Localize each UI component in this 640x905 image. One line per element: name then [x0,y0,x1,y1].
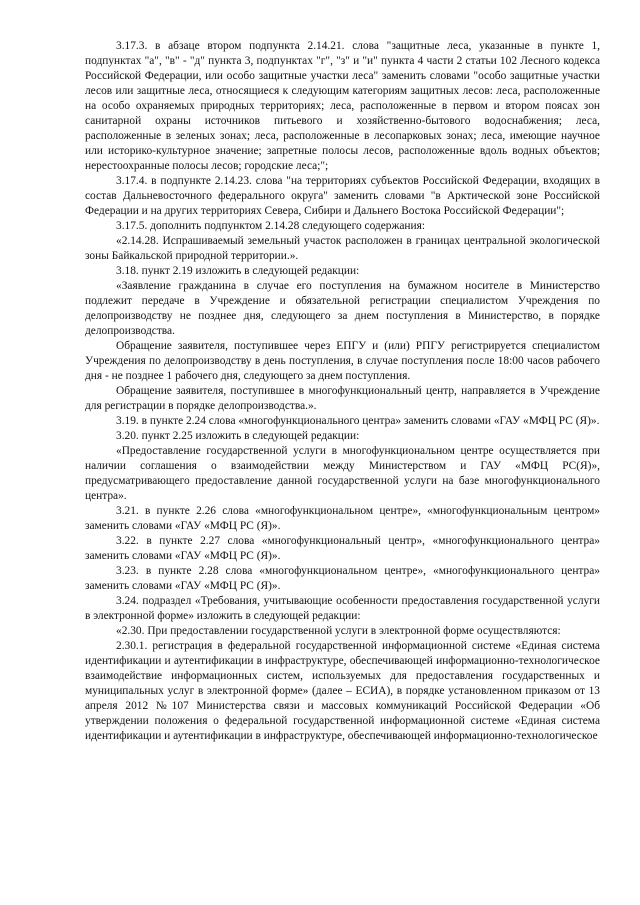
paragraph-3-17-4: 3.17.4. в подпункте 2.14.23. слова "на территориях субъектов Российской Федерации, входящих в состав Дальневосточного федерального округа" заменить словами "в Арктической зоне Российской Федерации и на других территориях Севера, Сибири и Дальнего Востока Российской Федерации"; [85,175,600,217]
paragraph-2-30: «2.30. При предоставлении государственной услуги в электронной форме осуществляются: [116,625,561,637]
paragraph-3-17-5: 3.17.5. дополнить подпунктом 2.14.28 следующего содержания: [116,220,426,232]
paragraph-application-epgu: Обращение заявителя, поступившее через ЕПГУ и (или) РПГУ регистрируется специалистом Учреждения по делопроизводству в день поступления, в случае поступления после 18:00 часов рабочего дня - не позднее 1 рабочего дня, следующего за днем поступления. [85,340,600,382]
paragraph-application-mfc: Обращение заявителя, поступившее в многофункциональный центр, направляется в Учреждение для регистрации в порядке делопроизводства.». [85,385,600,412]
paragraph-3-23: 3.23. в пункте 2.28 слова «многофункциональном центре», «многофункционального центра» заменить словами «ГАУ «МФЦ РС (Я)». [85,565,600,592]
paragraph-3-21: 3.21. в пункте 2.26 слова «многофункциональном центре», «многофункциональным центром» заменить словами «ГАУ «МФЦ РС (Я)». [85,505,600,532]
paragraph-application-paper: «Заявление гражданина в случае его поступления на бумажном носителе в Министерство подлежит передаче в Учреждение и обязательной регистрации специалистом Учреждения по делопроизводству не позднее дня, следующего за днем поступления в Министерство, в порядке делопроизводства. [85,280,600,337]
paragraph-3-22: 3.22. в пункте 2.27 слова «многофункциональный центр», «многофункционального центра» заменить словами «ГАУ «МФЦ РС (Я)». [85,535,600,562]
paragraph-service-mfc: «Предоставление государственной услуги в многофункциональном центре осуществляется при наличии соглашения о взаимодействии между Министерством и ГАУ «МФЦ РС(Я)», предусматривающего предоставление данной государственной услуги на базе многофункционального центра». [85,445,600,502]
paragraph-2-30-1: 2.30.1. регистрация в федеральной государственной информационной системе «Единая система идентификации и аутентификации в инфраструктуре, обеспечивающей информационно-технологическое взаимодействие информационных систем, используемых для предоставления государственных и муниципальных услуг в электронной форме» (далее – ЕСИА), в порядке установленном приказом от 13 апреля 2012 №107 Министерства связи и массовых коммуникаций Российской Федерации «Об утверждении положения о федеральной государственной информационной системе «Единая система идентификации и аутентификации в инфраструктуре, обеспечивающей информационно-технологическое [85,640,600,742]
paragraph-3-20: 3.20. пункт 2.25 изложить в следующей редакции: [116,430,360,442]
paragraph-2-14-28: «2.14.28. Испрашиваемый земельный участок расположен в границах центральной экологической зоны Байкальской природной территории.». [85,235,600,262]
paragraph-3-24: 3.24. подраздел «Требования, учитывающие особенности предоставления государственной услуги в электронной форме» изложить в следующей редакции: [85,595,600,622]
paragraph-3-18: 3.18. пункт 2.19 изложить в следующей редакции: [116,265,360,277]
paragraph-3-19: 3.19. в пункте 2.24 слова «многофункционального центра» заменить словами «ГАУ «МФЦ РС (Я)». [116,415,600,427]
paragraph-3-17-3: 3.17.3. в абзаце втором подпункта 2.14.21. слова "защитные леса, указанные в пункте 1, подпунктах "а", "в" - "д" пункта 3, подпунктах "г", "з" и "и" пункта 4 части 2 статьи 102 Лесного кодекса Российской Федерации, или особо защитные участки леса" заменить словами "особо защитные участки лесов или защитные леса, относящиеся к следующим категориям защитных лесов: леса, расположенные на особо охраняемых природных территориях; леса, расположенные в первом и втором поясах зон санитарной охраны источников питьевого и хозяйственно-бытового водоснабжения; леса, расположенные в зеленых зонах; леса, расположенные в лесопарковых зонах; леса, имеющие научное или историко-культурное значение; запретные полосы лесов, расположенные вдоль водных объектов; нерестоохранные полосы лесов; городские леса;"; [85,40,600,172]
